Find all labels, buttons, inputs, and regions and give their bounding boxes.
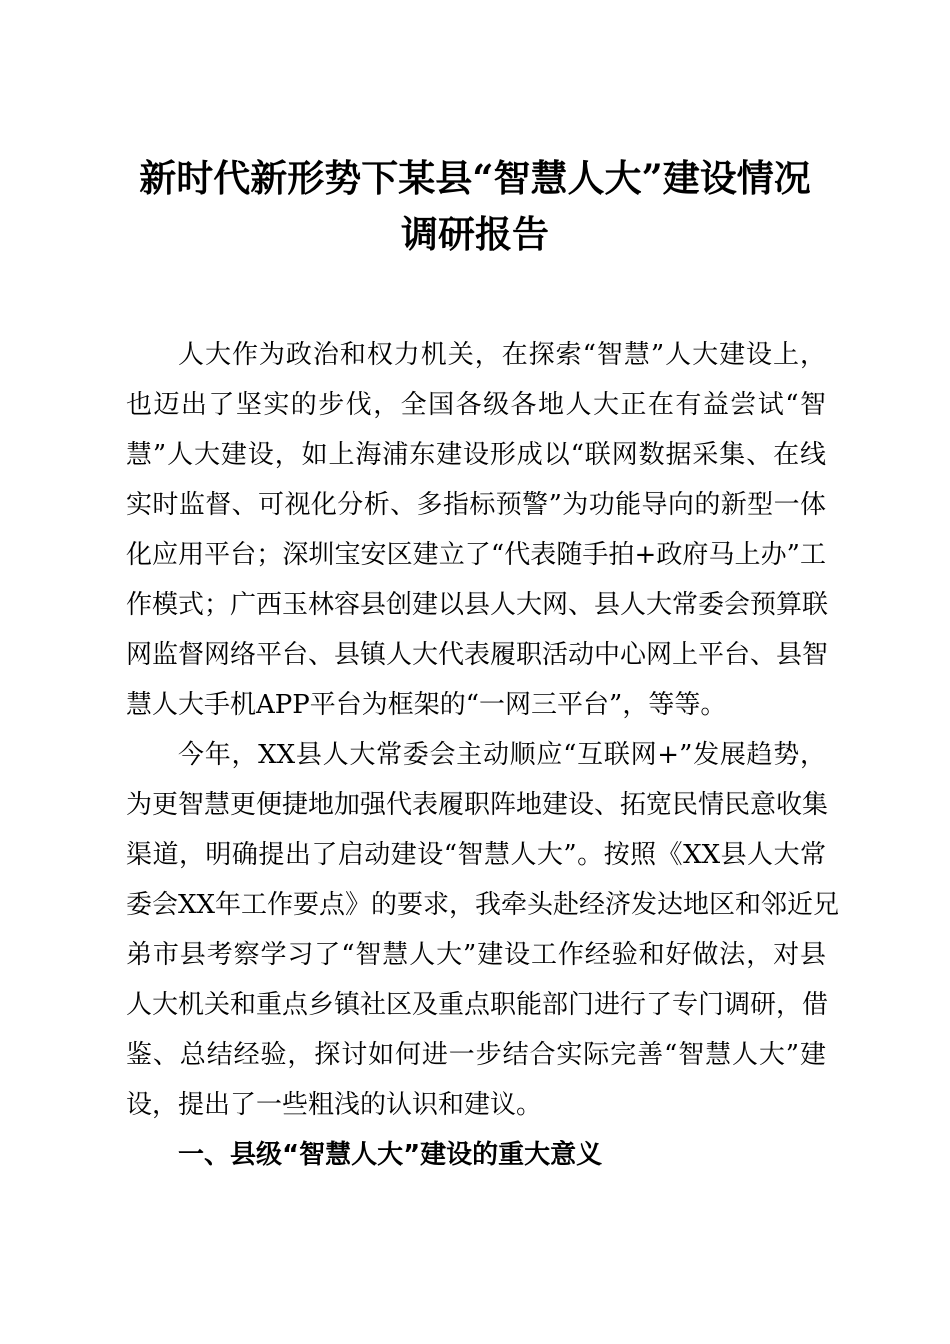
paragraph-2-line: 人大机关和重点乡镇社区及重点职能部门进行了专门调研，借 xyxy=(126,990,829,1020)
paragraph-2-line: 渠道，明确提出了启动建设“智慧人大”。按照《XX县人大常 xyxy=(126,840,826,870)
paragraph-2-line: 设，提出了一些粗浅的认识和建议。 xyxy=(126,1090,543,1120)
paragraph-2-line: 今年，XX县人大常委会主动顺应“互联网+”发展趋势， xyxy=(178,740,826,770)
paragraph-2-line: 为更智慧更便捷地加强代表履职阵地建设、拓宽民情民意收集 xyxy=(126,790,829,820)
paragraph-1-line: 慧人大手机APP平台为框架的“一网三平台”，等等。 xyxy=(126,690,727,720)
paragraph-2-line: 鉴、总结经验，探讨如何进一步结合实际完善“智慧人大”建 xyxy=(126,1040,826,1070)
paragraph-1-line: 慧”人大建设，如上海浦东建设形成以“联网数据采集、在线 xyxy=(126,440,826,470)
document-title-line-2: 调研报告 xyxy=(401,212,549,256)
paragraph-1-line: 化应用平台；深圳宝安区建立了“代表随手拍+政府马上办”工 xyxy=(126,540,826,570)
paragraph-1-line: 网监督网络平台、县镇人大代表履职活动中心网上平台、县智 xyxy=(126,640,829,670)
paragraph-2 xyxy=(126,730,840,1130)
paragraph-1 xyxy=(126,330,829,730)
paragraph-1-line: 也迈出了坚实的步伐，全国各级各地人大正在有益尝试“智 xyxy=(126,390,826,420)
paragraph-1-line: 实时监督、可视化分析、多指标预警”为功能导向的新型一体 xyxy=(126,490,826,520)
document-title-line-1: 新时代新形势下某县“智慧人大”建设情况 xyxy=(139,156,811,200)
paragraph-2-line: 弟市县考察学习了“智慧人大”建设工作经验和好做法，对县 xyxy=(126,940,826,970)
section-heading-1: 一、县级“智慧人大”建设的重大意义 xyxy=(178,1140,603,1170)
paragraph-1-line: 人大作为政治和权力机关，在探索“智慧”人大建设上， xyxy=(178,340,826,370)
paragraph-2-line: 委会XX年工作要点》的要求，我牵头赴经济发达地区和邻近兄 xyxy=(126,890,840,920)
paragraph-1-line: 作模式；广西玉林容县创建以县人大网、县人大常委会预算联 xyxy=(126,590,829,620)
